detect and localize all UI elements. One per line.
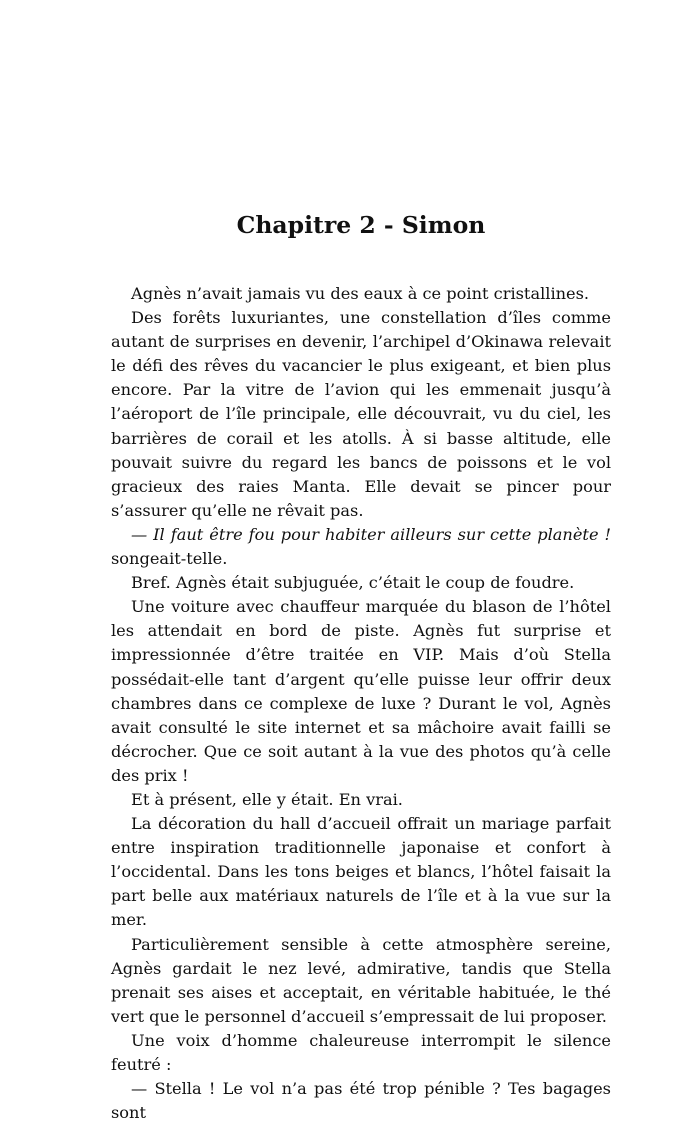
chapter-title: Chapitre 2 - Simon bbox=[236, 211, 486, 239]
paragraph-9: Une voix d’homme chaleureuse interrompit le silence feutré : bbox=[111, 1030, 611, 1074]
paragraph-3 bbox=[111, 523, 611, 571]
paragraph-10: — Stella ! Le vol n’a pas été trop pénible ? Tes bagages sont bbox=[111, 1079, 611, 1123]
paragraph-7: La décoration du hall d’accueil offrait un mariage parfait entre inspiration traditionnelle japonaise et confort à l’occidental. Dans les tons beiges et blancs, l’hôtel faisait la part belle aux matériaux naturels de l’île et à la vue sur la mer. bbox=[111, 814, 611, 930]
paragraph-2: Des forêts luxuriantes, une constellation d’îles comme autant de surprises en devenir, l’archipel d’Okinawa relevait le défi des rêves du vacancier le plus exigeant, et bien plus encore. Par la vitre de l’avion qui les emmenait jusqu’à l’aéroport de l’île principale, elle découvrait, vu du ciel, les barrières de corail et les atolls. À si basse altitude, elle pouvait suivre du regard les bancs de poissons et le vol gracieux des raies Manta. Elle devait se pincer pour s’assurer qu’elle ne rêvait pas. bbox=[111, 308, 611, 520]
book-page bbox=[111, 0, 611, 1123]
paragraph-5: Une voiture avec chauffeur marquée du blason de l’hôtel les attendait en bord de piste. Agnès fut surprise et impressionnée d’être traitée en VIP. Mais d’où Stella possédait-elle tant d’argent qu’elle puisse leur offrir deux chambres dans ce complexe de luxe ? Durant le vol, Agnès avait consulté le site internet et sa mâchoire avait failli se décrocher. Que ce soit autant à la vue des photos qu’à celle des prix ! bbox=[111, 597, 611, 785]
italic-thought: — Il faut être fou pour habiter ailleurs sur cette planète ! bbox=[131, 524, 611, 544]
paragraph-1: Agnès n’avait jamais vu des eaux à ce point cristallines. bbox=[131, 284, 590, 303]
paragraph-4: Bref. Agnès était subjuguée, c’était le coup de foudre. bbox=[131, 573, 575, 593]
chapter-body bbox=[111, 282, 611, 1125]
paragraph-3-tail: songeait-telle. bbox=[111, 549, 228, 569]
paragraph-6: Et à présent, elle y était. En vrai. bbox=[131, 789, 403, 809]
paragraph-8: Particulièrement sensible à cette atmosphère sereine, Agnès gardait le nez levé, admirative, tandis que Stella prenait ses aises et acceptait, en véritable habituée, le thé vert que le personnel d’accueil s’empressait de lui proposer. bbox=[111, 934, 611, 1026]
